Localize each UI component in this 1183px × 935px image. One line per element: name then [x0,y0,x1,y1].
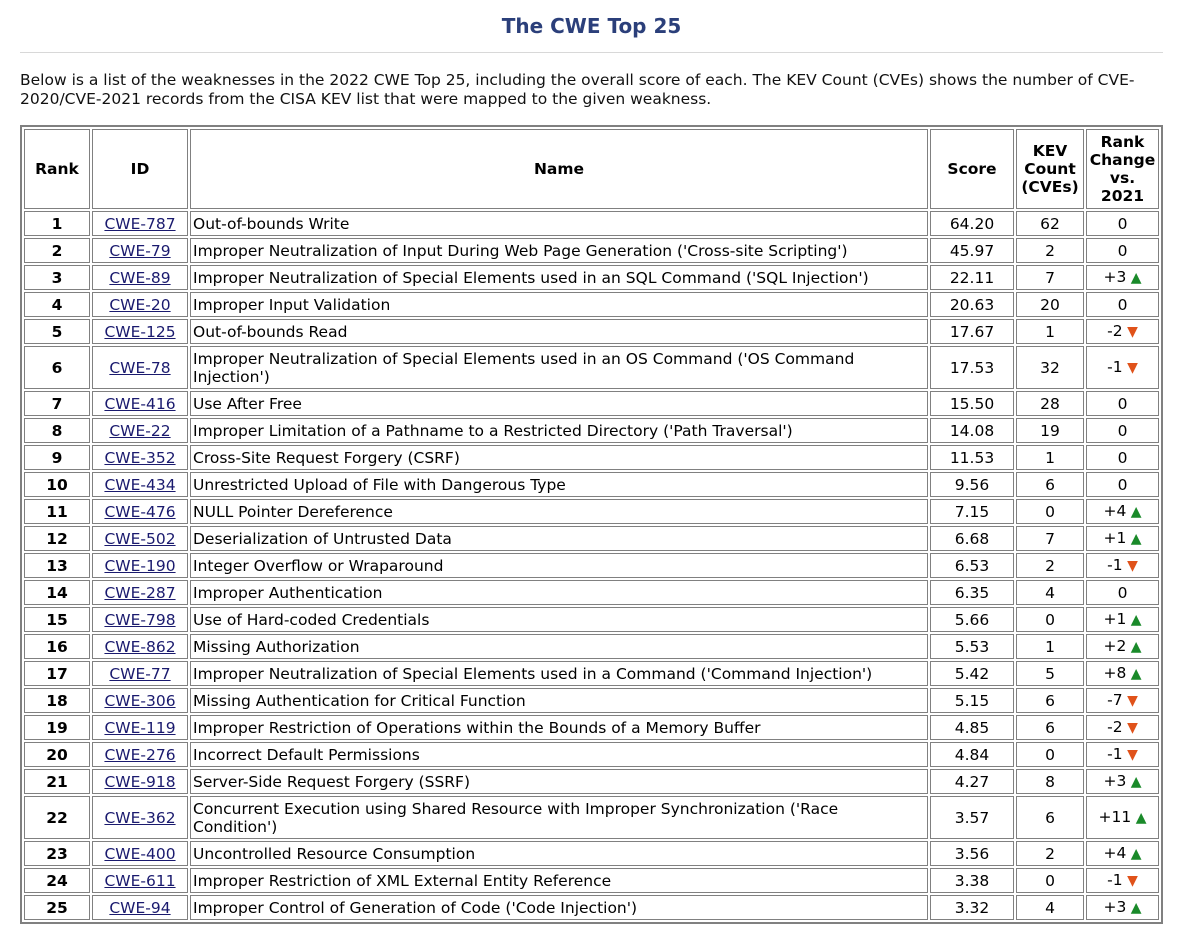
rank-change-cell [1086,868,1159,893]
score-cell: 17.67 [930,319,1014,344]
kev-count-cell: 62 [1016,211,1084,236]
rank-cell: 25 [24,895,90,920]
triangle-up-icon: ▲ [1126,846,1142,862]
rank-change-cell [1086,319,1159,344]
rank-change-value: -2 [1107,322,1123,340]
id-cell [92,895,188,920]
id-cell [92,391,188,416]
rank-change-cell [1086,265,1159,290]
score-cell: 3.32 [930,895,1014,920]
rank-change-cell [1086,292,1159,317]
cwe-id-link[interactable]: CWE-787 [104,214,176,233]
rank-change-value: 0 [1117,241,1128,260]
triangle-up-icon: ▲ [1126,639,1142,655]
kev-count-cell: 7 [1016,526,1084,551]
rank-change-cell [1086,715,1159,740]
rank-change-value: -7 [1107,691,1123,709]
rank-cell: 20 [24,742,90,767]
kev-count-cell: 32 [1016,346,1084,389]
table-row [24,796,1159,839]
rank-change-cell [1086,841,1159,866]
kev-count-cell: 28 [1016,391,1084,416]
kev-count-cell: 2 [1016,841,1084,866]
id-cell [92,472,188,497]
rank-change-value: +8 [1103,664,1127,682]
rank-change-cell [1086,391,1159,416]
kev-count-cell: 2 [1016,553,1084,578]
rank-cell: 19 [24,715,90,740]
rank-change-cell [1086,688,1159,713]
score-cell: 6.53 [930,553,1014,578]
score-cell: 5.66 [930,607,1014,632]
cwe-id-link[interactable]: CWE-502 [104,529,176,548]
rank-cell: 23 [24,841,90,866]
title-divider [20,52,1163,53]
table-row [24,319,1159,344]
cwe-id-link[interactable]: CWE-77 [109,664,171,683]
cwe-id-link[interactable]: CWE-22 [109,421,171,440]
weakness-name-cell: Improper Neutralization of Special Elements used in an OS Command ('OS Command Injection') [190,346,928,389]
header-kev-line3: (CVEs) [1021,178,1079,196]
id-cell [92,292,188,317]
weakness-name-cell: Server-Side Request Forgery (SSRF) [190,769,928,794]
rank-cell: 2 [24,238,90,263]
triangle-down-icon: ▼ [1122,558,1138,574]
id-cell [92,553,188,578]
table-row [24,265,1159,290]
rank-change-cell [1086,238,1159,263]
score-cell: 4.84 [930,742,1014,767]
rank-cell: 14 [24,580,90,605]
triangle-up-icon: ▲ [1131,810,1147,826]
rank-change-value: 0 [1117,421,1128,440]
triangle-up-icon: ▲ [1126,531,1142,547]
triangle-up-icon: ▲ [1126,504,1142,520]
rank-cell: 24 [24,868,90,893]
score-cell: 15.50 [930,391,1014,416]
rank-change-value: -1 [1107,871,1123,889]
header-kev-count [1016,129,1084,209]
table-row [24,292,1159,317]
table-row [24,661,1159,686]
kev-count-cell: 0 [1016,499,1084,524]
score-cell: 6.68 [930,526,1014,551]
rank-change-value: +2 [1103,637,1127,655]
weakness-name-cell: Improper Neutralization of Input During Web Page Generation ('Cross-site Scripting') [190,238,928,263]
rank-change-cell [1086,796,1159,839]
score-cell: 4.27 [930,769,1014,794]
weakness-name-cell: Missing Authentication for Critical Function [190,688,928,713]
weakness-name-cell: Improper Neutralization of Special Elements used in an SQL Command ('SQL Injection') [190,265,928,290]
kev-count-cell: 4 [1016,580,1084,605]
score-cell: 11.53 [930,445,1014,470]
kev-count-cell: 6 [1016,796,1084,839]
triangle-up-icon: ▲ [1126,270,1142,286]
cwe-id-link[interactable]: CWE-416 [104,394,176,413]
weakness-name-cell: Integer Overflow or Wraparound [190,553,928,578]
kev-count-cell: 7 [1016,265,1084,290]
id-cell [92,769,188,794]
score-cell: 3.56 [930,841,1014,866]
rank-cell: 4 [24,292,90,317]
id-cell [92,580,188,605]
score-cell: 3.57 [930,796,1014,839]
rank-change-cell [1086,211,1159,236]
rank-change-value: +4 [1103,844,1127,862]
kev-count-cell: 0 [1016,742,1084,767]
id-cell [92,868,188,893]
weakness-name-cell: Improper Restriction of XML External Entity Reference [190,868,928,893]
rank-change-value: -2 [1107,718,1123,736]
table-row [24,607,1159,632]
cwe-id-link[interactable]: CWE-94 [109,898,171,917]
cwe-id-link[interactable]: CWE-400 [104,844,176,863]
id-cell [92,634,188,659]
rank-cell: 13 [24,553,90,578]
cwe-id-link[interactable]: CWE-434 [104,475,176,494]
weakness-name-cell: Out-of-bounds Read [190,319,928,344]
rank-change-value: +1 [1103,529,1127,547]
table-row [24,211,1159,236]
triangle-up-icon: ▲ [1126,774,1142,790]
table-row [24,526,1159,551]
cwe-id-link[interactable]: CWE-362 [104,808,176,827]
rank-cell: 11 [24,499,90,524]
table-row [24,688,1159,713]
score-cell: 5.15 [930,688,1014,713]
cwe-id-link[interactable]: CWE-89 [109,268,171,287]
weakness-name-cell: Use After Free [190,391,928,416]
page-title: The CWE Top 25 [501,14,682,38]
id-cell [92,841,188,866]
cwe-id-link[interactable]: CWE-287 [104,583,176,602]
score-cell: 5.53 [930,634,1014,659]
weakness-name-cell: Improper Restriction of Operations within the Bounds of a Memory Buffer [190,715,928,740]
score-cell: 17.53 [930,346,1014,389]
weakness-name-cell: Incorrect Default Permissions [190,742,928,767]
id-cell [92,796,188,839]
score-cell: 20.63 [930,292,1014,317]
table-row [24,445,1159,470]
table-row [24,472,1159,497]
cwe-id-link[interactable]: CWE-798 [104,610,176,629]
table-row [24,238,1159,263]
rank-cell: 8 [24,418,90,443]
id-cell [92,445,188,470]
cwe-id-link[interactable]: CWE-276 [104,745,176,764]
rank-change-cell [1086,499,1159,524]
weakness-name-cell: Out-of-bounds Write [190,211,928,236]
weakness-name-cell: Missing Authorization [190,634,928,659]
score-cell: 64.20 [930,211,1014,236]
rank-cell: 17 [24,661,90,686]
cwe-id-link[interactable]: CWE-79 [109,241,171,260]
rank-change-cell [1086,346,1159,389]
id-cell [92,319,188,344]
score-cell: 5.42 [930,661,1014,686]
id-cell [92,715,188,740]
rank-change-cell [1086,526,1159,551]
rank-change-value: +3 [1103,898,1127,916]
rank-change-value: +4 [1103,502,1127,520]
kev-count-cell: 4 [1016,895,1084,920]
cwe-id-link[interactable]: CWE-190 [104,556,176,575]
kev-count-cell: 1 [1016,634,1084,659]
triangle-up-icon: ▲ [1126,612,1142,628]
kev-count-cell: 2 [1016,238,1084,263]
id-cell [92,499,188,524]
score-cell: 9.56 [930,472,1014,497]
weakness-name-cell: Deserialization of Untrusted Data [190,526,928,551]
cwe-top25-table [20,125,1163,924]
rank-change-value: 0 [1117,214,1128,233]
id-cell [92,418,188,443]
table-row [24,580,1159,605]
cwe-id-link[interactable]: CWE-862 [104,637,176,656]
header-kev-line2: Count [1024,160,1076,178]
rank-cell: 18 [24,688,90,713]
table-row [24,391,1159,416]
rank-change-cell [1086,895,1159,920]
header-score: Score [930,129,1014,209]
score-cell: 14.08 [930,418,1014,443]
rank-cell: 21 [24,769,90,794]
table-header-row [24,129,1159,209]
table-row [24,553,1159,578]
table-row [24,841,1159,866]
triangle-up-icon: ▲ [1126,666,1142,682]
kev-count-cell: 19 [1016,418,1084,443]
score-cell: 7.15 [930,499,1014,524]
table-row [24,346,1159,389]
rank-cell: 10 [24,472,90,497]
rank-change-cell [1086,607,1159,632]
rank-cell: 15 [24,607,90,632]
cwe-id-link[interactable]: CWE-918 [104,772,176,791]
rank-change-cell [1086,472,1159,497]
kev-count-cell: 6 [1016,715,1084,740]
rank-cell: 6 [24,346,90,389]
rank-change-cell [1086,418,1159,443]
rank-change-value: +1 [1103,610,1127,628]
id-cell [92,688,188,713]
kev-count-cell: 8 [1016,769,1084,794]
cwe-id-link[interactable]: CWE-611 [104,871,176,890]
triangle-up-icon: ▲ [1126,900,1142,916]
rank-cell: 5 [24,319,90,344]
rank-cell: 16 [24,634,90,659]
weakness-name-cell: Use of Hard-coded Credentials [190,607,928,632]
id-cell [92,265,188,290]
rank-change-cell [1086,769,1159,794]
table-row [24,499,1159,524]
header-rank: Rank [24,129,90,209]
kev-count-cell: 5 [1016,661,1084,686]
triangle-down-icon: ▼ [1122,873,1138,889]
weakness-name-cell: Unrestricted Upload of File with Dangerous Type [190,472,928,497]
kev-count-cell: 20 [1016,292,1084,317]
score-cell: 6.35 [930,580,1014,605]
score-cell: 45.97 [930,238,1014,263]
weakness-name-cell: Uncontrolled Resource Consumption [190,841,928,866]
table-row [24,418,1159,443]
kev-count-cell: 6 [1016,472,1084,497]
id-cell [92,526,188,551]
rank-cell: 3 [24,265,90,290]
kev-count-cell: 1 [1016,445,1084,470]
triangle-down-icon: ▼ [1122,324,1138,340]
score-cell: 4.85 [930,715,1014,740]
rank-change-value: 0 [1117,448,1128,467]
rank-change-cell [1086,580,1159,605]
id-cell [92,607,188,632]
header-chg-line1: Rank [1100,133,1145,151]
rank-change-value: +11 [1098,808,1132,826]
table-row [24,769,1159,794]
kev-count-cell: 0 [1016,868,1084,893]
weakness-name-cell: Cross-Site Request Forgery (CSRF) [190,445,928,470]
id-cell [92,742,188,767]
cwe-id-link[interactable]: CWE-306 [104,691,176,710]
id-cell [92,661,188,686]
header-name: Name [190,129,928,209]
weakness-name-cell: Concurrent Execution using Shared Resource with Improper Synchronization ('Race Condition') [190,796,928,839]
rank-change-cell [1086,553,1159,578]
weakness-name-cell: Improper Control of Generation of Code ('Code Injection') [190,895,928,920]
header-id: ID [92,129,188,209]
rank-cell: 9 [24,445,90,470]
table-row [24,742,1159,767]
rank-change-value: +3 [1103,268,1127,286]
rank-cell: 1 [24,211,90,236]
rank-change-value: 0 [1117,295,1128,314]
cwe-id-link[interactable]: CWE-20 [109,295,171,314]
weakness-name-cell: Improper Authentication [190,580,928,605]
table-row [24,868,1159,893]
kev-count-cell: 6 [1016,688,1084,713]
rank-change-cell [1086,661,1159,686]
header-kev-line1: KEV [1032,142,1068,160]
rank-cell: 7 [24,391,90,416]
rank-change-cell [1086,742,1159,767]
header-chg-line4: 2021 [1100,187,1145,205]
table-row [24,634,1159,659]
weakness-name-cell: Improper Input Validation [190,292,928,317]
rank-change-value: -1 [1107,745,1123,763]
triangle-down-icon: ▼ [1122,693,1138,709]
header-chg-line3: vs. [1109,169,1136,187]
cwe-id-link[interactable]: CWE-119 [104,718,176,737]
rank-change-value: -1 [1107,358,1123,376]
rank-change-value: 0 [1117,583,1128,602]
id-cell [92,211,188,236]
triangle-down-icon: ▼ [1122,720,1138,736]
intro-paragraph: Below is a list of the weaknesses in the 2022 CWE Top 25, including the overall score of each. The KEV Count (CVEs) shows the number of CVE-2020/CVE-2021 records from the CISA KEV list that were mapped to the given weakness. [20,71,1135,108]
triangle-down-icon: ▼ [1122,747,1138,763]
cwe-id-link[interactable]: CWE-476 [104,502,176,521]
header-rank-change [1086,129,1159,209]
kev-count-cell: 0 [1016,607,1084,632]
table-row [24,715,1159,740]
rank-change-value: +3 [1103,772,1127,790]
rank-change-value: 0 [1117,394,1128,413]
weakness-name-cell: NULL Pointer Dereference [190,499,928,524]
score-cell: 3.38 [930,868,1014,893]
score-cell: 22.11 [930,265,1014,290]
triangle-down-icon: ▼ [1122,360,1138,376]
id-cell [92,238,188,263]
weakness-name-cell: Improper Neutralization of Special Elements used in a Command ('Command Injection') [190,661,928,686]
header-chg-line2: Change [1089,151,1156,169]
cwe-id-link[interactable]: CWE-125 [104,322,176,341]
rank-change-cell [1086,445,1159,470]
rank-change-value: 0 [1117,475,1128,494]
rank-cell: 22 [24,796,90,839]
rank-change-value: -1 [1107,556,1123,574]
rank-cell: 12 [24,526,90,551]
table-row [24,895,1159,920]
cwe-id-link[interactable]: CWE-352 [104,448,176,467]
kev-count-cell: 1 [1016,319,1084,344]
cwe-id-link[interactable]: CWE-78 [109,358,171,377]
weakness-name-cell: Improper Limitation of a Pathname to a Restricted Directory ('Path Traversal') [190,418,928,443]
id-cell [92,346,188,389]
rank-change-cell [1086,634,1159,659]
